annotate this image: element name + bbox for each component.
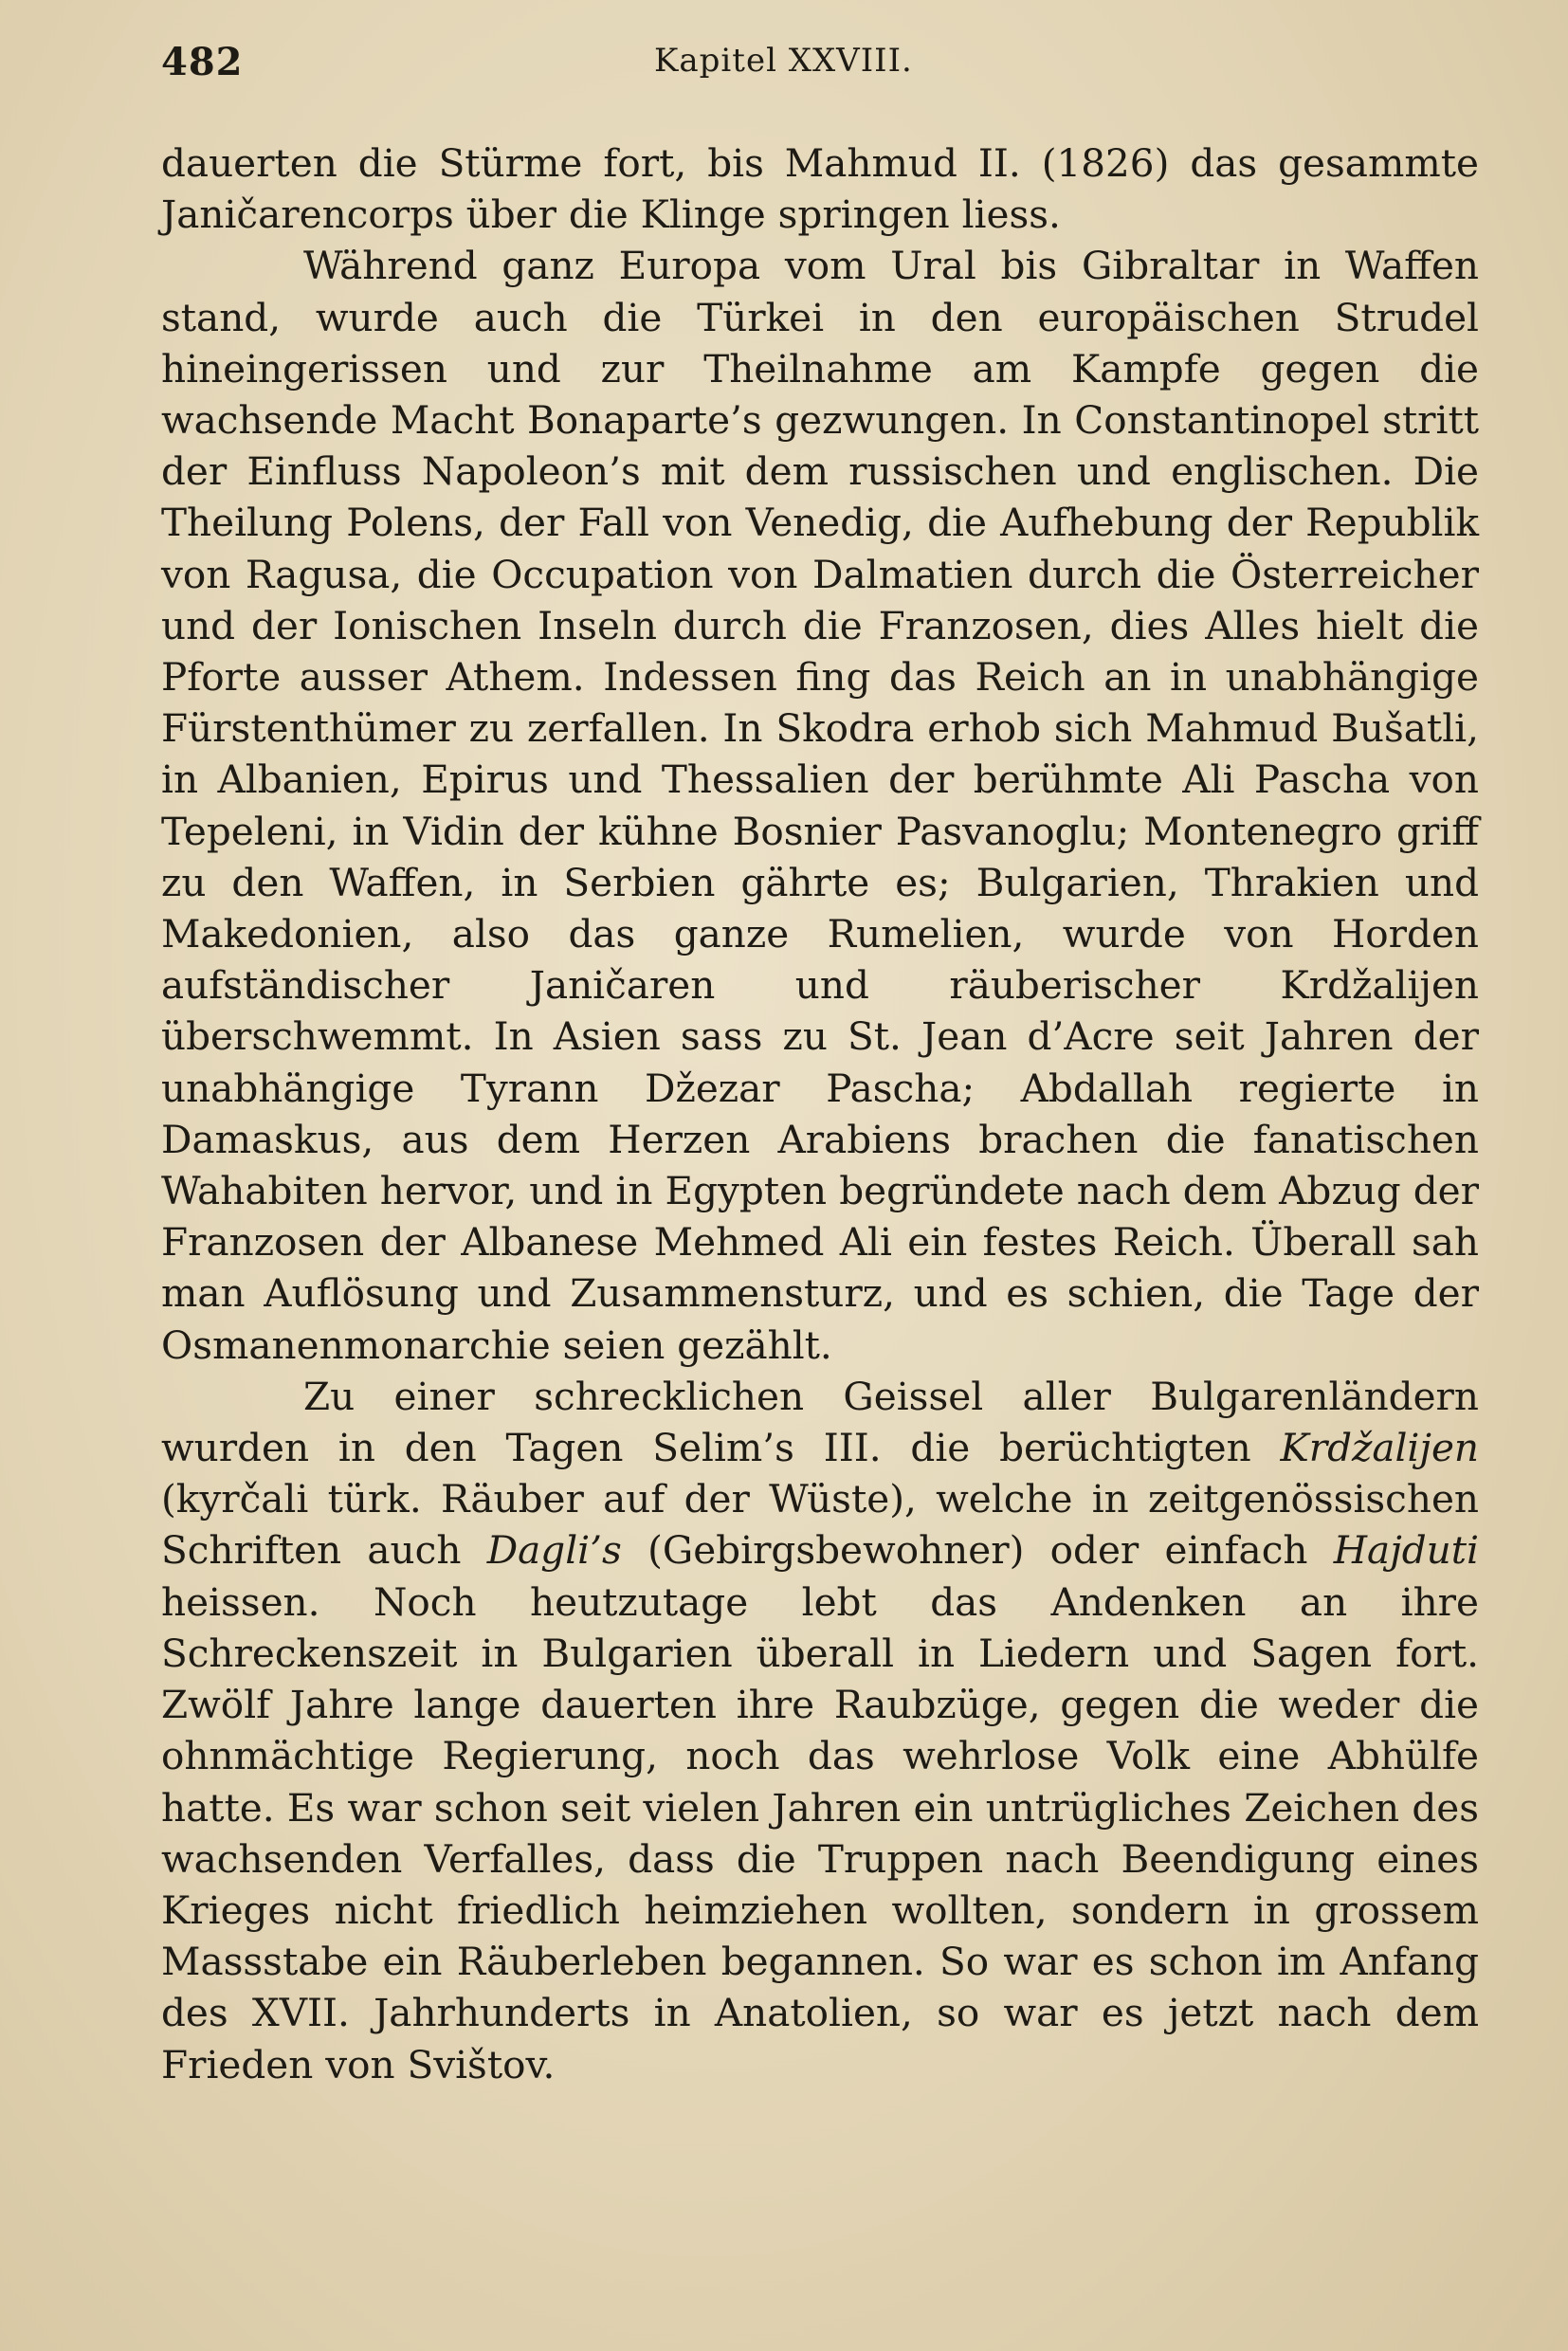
text-run: Während ganz Europa vom Ural bis Gibraltar in Waffen stand, wurde auch die Türkei in den europäischen Strudel hineingerissen und zur Theilnahme am Kampfe gegen die wachsende Macht Bonaparte’s gezwungen. In Constantinopel stritt der Einfluss Napoleon’s mit dem russischen und englischen. Die Theilung Polens, der Fall von Venedig, die Aufhebung der Republik von Ragusa, die Occupation von Dalmatien durch die Österreicher und der Ionischen Inseln durch die Franzosen, dies Alles hielt die Pforte ausser Athem. Indessen fing das Reich an in unabhängige Fürstenthümer zu zerfallen. In Skodra erhob sich Mahmud Bušatli, in Albanien, Epirus und Thessalien der berühmte Ali Pascha von Tepeleni, in Vidin der kühne Bosnier Pasvanoglu; Montenegro griff zu den Waffen, in Serbien gährte es; Bulgarien, Thrakien und Makedonien, also das ganze Rumelien, wurde von Horden aufständischer Janičaren und räuberischer Krdžalijen überschwemmt. In Asien sass zu St. Jean d’Acre seit Jahren der unabhängige Tyrann Džezar Pascha; Abdallah regierte in Damaskus, aus dem Herzen Arabiens brachen die fanatischen Wahabiten hervor, und in Egypten begründete nach dem Abzug der Franzosen der Albanese Mehmed Ali ein festes Reich. Überall sah man Auflösung und Zusammensturz, und es schien, die Tage der Osmanenmonarchie seien gezählt. <box>161 243 1479 1368</box>
text-run: dauerten die Stürme fort, bis Mahmud II. (1826) das gesammte Janičarencorps über die Klinge springen liess. <box>161 140 1479 238</box>
italic-term: Hajduti <box>1333 1527 1479 1574</box>
italic-term: Krdžalijen <box>1280 1425 1479 1471</box>
text-run: (kyrčali türk. Räuber auf der Wüste), welche in zeitgenössischen Schriften auch <box>161 1476 1479 1574</box>
paragraph <box>161 1371 1479 2090</box>
paragraph <box>161 137 1479 240</box>
paragraph <box>161 240 1479 1370</box>
text-run: (Gebirgsbewohner) oder einfach <box>621 1527 1334 1574</box>
page-number: 482 <box>161 40 244 84</box>
text-run: Zu einer schrecklichen Geissel aller Bulgarenländern wurden in den Tagen Selim’s III. die berüchtigten <box>161 1373 1479 1471</box>
italic-term: Dagli’s <box>486 1527 622 1574</box>
running-head <box>161 40 1426 97</box>
body-text <box>161 137 1479 2090</box>
text-run: heissen. Noch heutzutage lebt das Andenken an ihre Schreckenszeit in Bulgarien überall in Liedern und Sagen fort. Zwölf Jahre lange dauerten ihre Raubzüge, gegen die weder die ohnmächtige Regierung, noch das wehrlose Volk eine Abhülfe hatte. Es war schon seit vielen Jahren ein untrügliches Zeichen des wachsenden Verfalles, dass die Truppen nach Beendigung eines Krieges nicht friedlich heimziehen wollten, sondern in grossem Massstabe ein Räuberleben begannen. So war es schon im Anfang des XVII. Jahrhunderts in Anatolien, so war es jetzt nach dem Frieden von Svištov. <box>161 1578 1479 2087</box>
chapter-title: Kapitel XXVIII. <box>654 42 913 80</box>
